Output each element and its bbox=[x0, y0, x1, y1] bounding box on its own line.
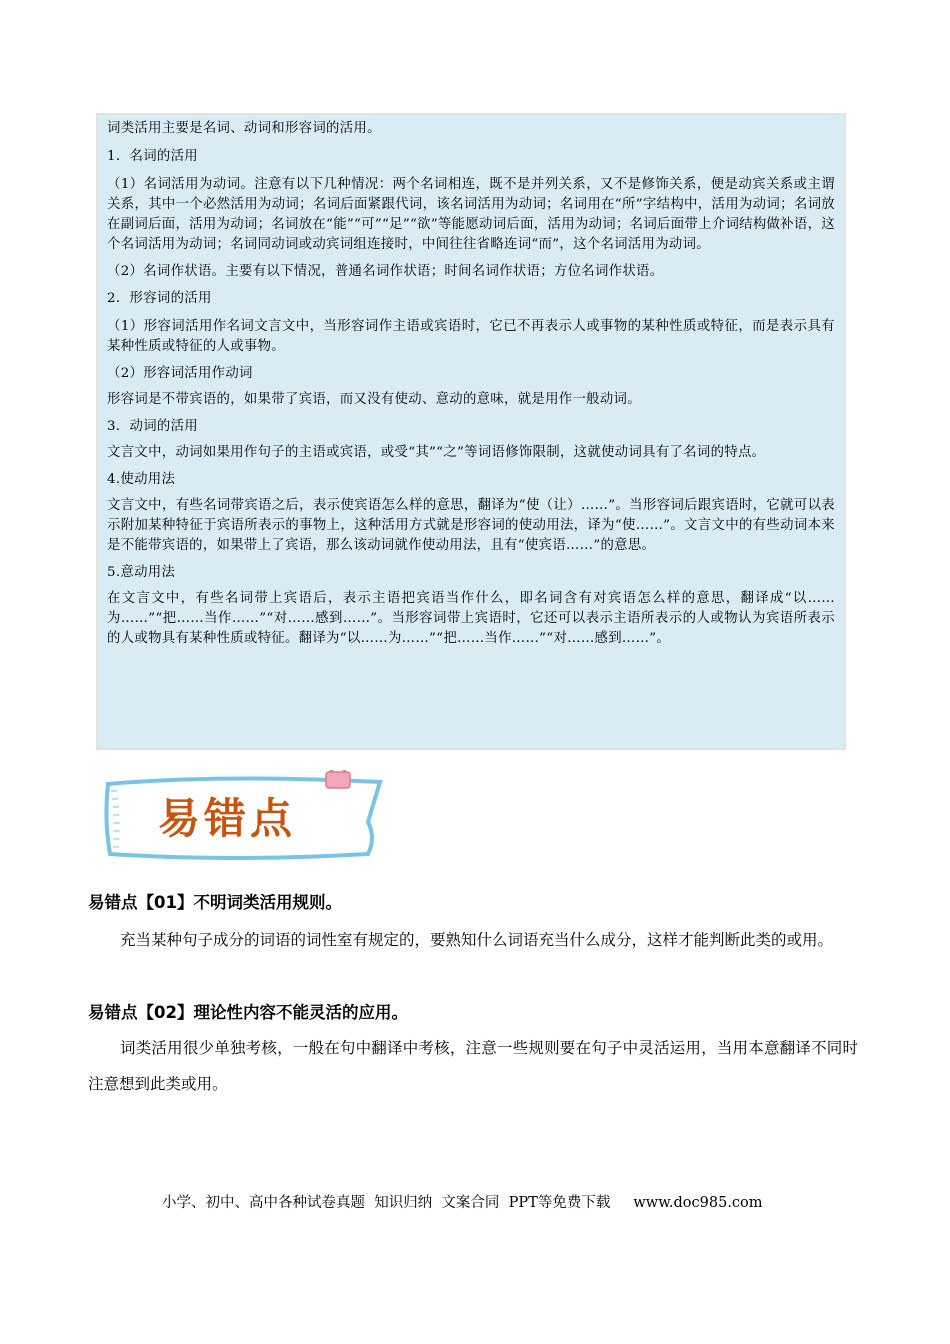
error-point-1-title: 易错点【01】不明词类活用规则。 bbox=[88, 893, 342, 912]
error-point-2-title: 易错点【02】理论性内容不能灵活的应用。 bbox=[88, 1003, 408, 1022]
badge-label: 易错点 bbox=[158, 794, 297, 843]
section-3-paragraph-1: 文言文中，动词如果用作句子的主语或宾语，或受“其”“之”等词语修饰限制，这就使动词具有了名词的特点。 bbox=[107, 445, 766, 460]
section-5-title: 5.意动用法 bbox=[107, 565, 176, 580]
section-4-paragraph-1: 文言文中，有些名词带宾语之后，表示使宾语怎么样的意思，翻译为“使（让）……”。当形容词后跟宾语时，它就可以表示附加某种特征于宾语所表示的事物上，这种活用方式就是形容词的使动用法，译为“使……”。文言文中的有些动词本来是不能带宾语的，如果带上了宾语，那么该动词就作使动用法，且有“使宾语……”的意思。 bbox=[107, 498, 835, 553]
section-1-paragraph-1: （1）名词活用为动词。注意有以下几种情况：两个名词相连，既不是并列关系，又不是修饰关系，便是动宾关系或主谓关系，其中一个必然活用为动词；名词后面紧跟代词，该名词活用为动词；名词用在“所”字结构中，活用为动词；名词放在副词后面，活用为动词；名词放在“能”“可”“足”“欲”等能愿动词后面，活用为动词；名词后面带上介词结构做补语，这个名词活用为动词；名词同动词或动宾词组连接时，中间往往省略连词“而”，这个名词活用为动词。 bbox=[107, 177, 836, 252]
section-2-paragraph-2: 形容词是不带宾语的，如果带了宾语，而又没有使动、意动的意味，就是用作一般动词。 bbox=[107, 392, 641, 407]
section-2-paragraph-1: （1）形容词活用作名词文言文中，当形容词作主语或宾语时，它已不再表示人或事物的某种性质或特征，而是表示具有某种性质或特征的人或事物。 bbox=[107, 319, 835, 354]
section-3-title: 3．动词的活用 bbox=[107, 419, 198, 434]
knowledge-box bbox=[96, 113, 846, 750]
section-2-subtitle: （2）形容词活用作动词 bbox=[107, 366, 253, 381]
error-point-2-body: 词类活用很少单独考核，一般在句中翻译中考核，注意一些规则要在句子中灵活运用，当用本意翻译不同时注意想到此类或用。 bbox=[88, 1039, 858, 1093]
error-points-badge bbox=[100, 770, 390, 860]
section-2-title: 2．形容词的活用 bbox=[107, 291, 212, 306]
binder-clip-icon bbox=[326, 770, 350, 788]
footer-text: 小学、初中、高中各种试卷真题 知识归纳 文案合同 PPT等免费下载 www.doc985.com bbox=[162, 1195, 763, 1211]
section-4-title: 4.使动用法 bbox=[107, 472, 176, 487]
intro-text: 词类活用主要是名词、动词和形容词的活用。 bbox=[107, 121, 381, 136]
section-1-paragraph-2: （2）名词作状语。主要有以下情况，普通名词作状语；时间名词作状语；方位名词作状语。 bbox=[107, 264, 664, 279]
section-5-paragraph-1: 在文言文中，有些名词带上宾语后，表示主语把宾语当作什么，即名词含有对宾语怎么样的意思，翻译成“以……为……”“把……当作……”“对……感到……”。当形容词带上宾语时，它还可以表示主语所表示的人或物认为宾语所表示的人或物具有某种性质或特征。翻译为“以……为……”“把……当作……”“对……感到……”。 bbox=[107, 591, 835, 646]
section-1-title: 1．名词的活用 bbox=[107, 149, 198, 164]
error-point-1-body: 充当某种句子成分的词语的词性室有规定的，要熟知什么词语充当什么成分，这样才能判断此类的或用。 bbox=[120, 931, 834, 949]
